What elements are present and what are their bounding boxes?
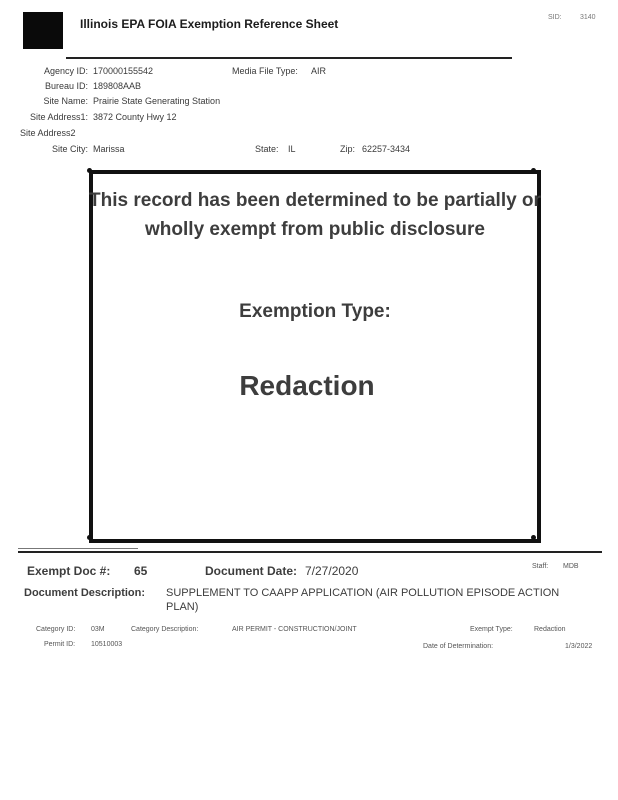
staff-value: MDB — [563, 563, 579, 570]
section-divider — [18, 551, 602, 553]
redacted-logo-block — [23, 12, 63, 49]
zip-value: 62257-3434 — [362, 144, 411, 154]
media-file-type-value: AIR — [311, 66, 327, 76]
site-city-value: Marissa — [93, 144, 125, 154]
agency-id-label: Agency ID: — [43, 66, 88, 76]
bureau-id-label: Bureau ID: — [44, 81, 88, 91]
sid-value: 3140 — [580, 14, 596, 21]
agency-id-value: 170000155542 — [93, 66, 154, 76]
document-date-value: 7/27/2020 — [305, 564, 359, 578]
date-of-determination-value: 1/3/2022 — [565, 643, 593, 650]
header-divider — [66, 57, 512, 59]
category-description-value: AIR PERMIT - CONSTRUCTION/JOINT — [232, 626, 357, 633]
document-description-value: SUPPLEMENT TO CAAPP APPLICATION (AIR POLLUTION EPISODE ACTION PLAN) — [166, 587, 560, 613]
date-of-determination-label: Date of Determination: — [423, 643, 494, 650]
category-description-label: Category Description: — [131, 626, 199, 633]
category-id-value: 03M — [91, 626, 105, 633]
media-file-type-label: Media File Type: — [232, 66, 298, 76]
site-name-value: Prairie State Generating Station — [93, 96, 221, 106]
site-name-label: Site Name: — [43, 96, 88, 106]
site-city-label: Site City: — [51, 144, 88, 154]
bureau-id-value: 189808AAB — [93, 81, 142, 91]
exemption-type-value: Redaction — [239, 370, 375, 401]
category-id-label: Category ID: — [36, 626, 76, 633]
exempt-type-label: Exempt Type: — [470, 626, 513, 633]
document-description-label: Document Description: — [24, 587, 146, 599]
site-address2-label: Site Address2 — [20, 128, 76, 138]
site-address1-label: Site Address1: — [29, 112, 88, 122]
permit-id-label: Permit ID: — [44, 641, 76, 648]
site-address1-value: 3872 County Hwy 12 — [93, 112, 177, 122]
exempt-doc-number-value: 65 — [134, 564, 148, 578]
exemption-type-label: Exemption Type: — [239, 301, 391, 322]
box-corner-dot — [531, 168, 536, 173]
document-date-label: Document Date: — [205, 564, 298, 578]
permit-id-value: 10510003 — [91, 641, 123, 648]
staff-label: Staff: — [532, 563, 549, 570]
box-corner-dot — [87, 535, 92, 540]
exempt-doc-number-label: Exempt Doc #: — [27, 564, 111, 578]
page-title: Illinois EPA FOIA Exemption Reference Sheet — [80, 17, 339, 31]
box-corner-dot — [87, 168, 92, 173]
state-value: IL — [288, 144, 296, 154]
box-corner-dot — [531, 535, 536, 540]
sid-label: SID: — [548, 14, 562, 21]
zip-label: Zip: — [340, 144, 356, 154]
state-label: State: — [255, 144, 279, 154]
exempt-type-value: Redaction — [534, 626, 566, 633]
section-divider-short — [18, 548, 138, 549]
exemption-message: This record has been determined to be partially or wholly exempt from public disclosure — [89, 190, 541, 240]
